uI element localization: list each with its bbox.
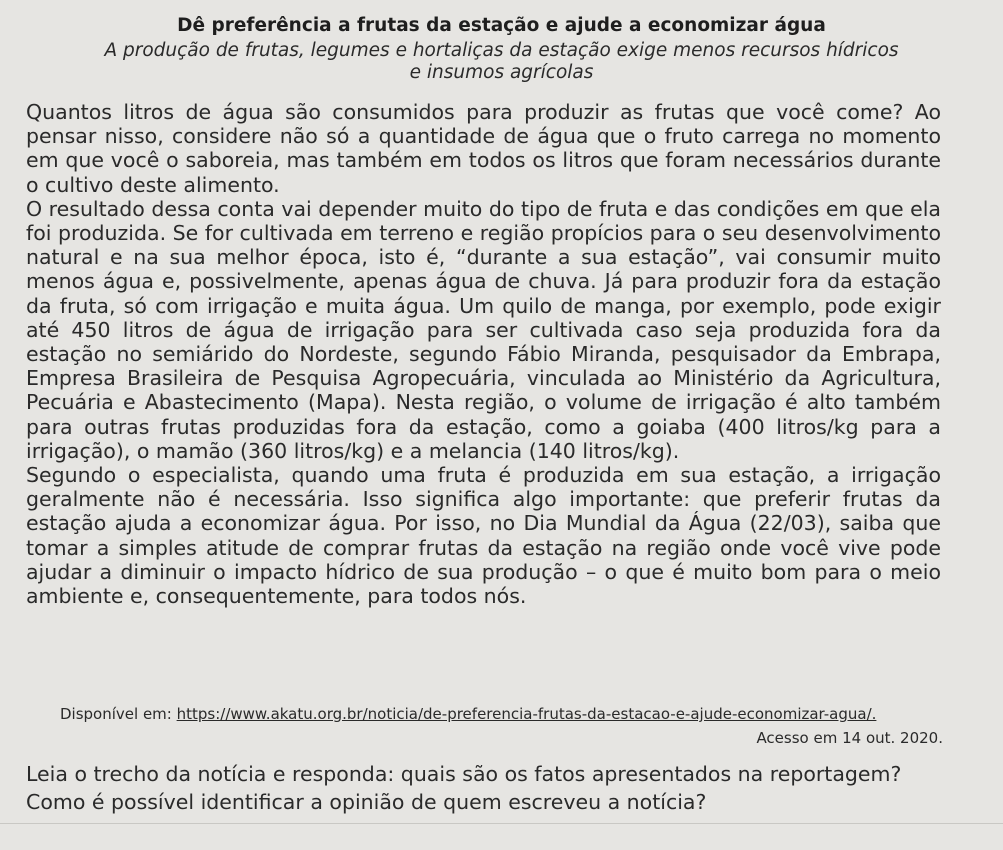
article-subtitle: A produção de frutas, legumes e hortaliças da estação exige menos recursos hídricos e insumos agrícolas <box>104 40 899 83</box>
article-paragraph-2: O resultado dessa conta vai depender muito do tipo de fruta e das condições em que ela foi produzida. Se for cultivada em terreno e região propícios para o seu desenvolvimento natural e na sua melhor época, isto é, “durante a sua estação”, vai consumir muito menos água e, possivelmente, apenas água de chuva. Já para produzir fora da estação da fruta, só com irrigação e muita água. Um quilo de manga, por exemplo, pode exigir até 450 litros de água de irrigação para ser cultivada caso seja produzida fora da estação no semiárido do Nordeste, segundo Fábio Miranda, pesquisador da Embrapa, Empresa Brasileira de Pesquisa Agropecuária, vinculada ao Ministério da Agricultura, Pecuária e Abastecimento (Mapa). Nesta região, o volume de irrigação é alto também para outras frutas produzidas fora da estação, como a goiaba (400 litros/kg para a irrigação), o mamão (360 litros/kg) e a melancia (140 litros/kg). <box>26 196 941 463</box>
article-body <box>26 100 941 608</box>
source-citation <box>60 704 945 724</box>
article-paragraph-1: Quantos litros de água são consumidos para produzir as frutas que você come? Ao pensar nisso, considere não só a quantidade de água que o fruto carrega no momento em que você o saboreia, mas também em todos os litros que foram necessários durante o cultivo deste alimento. <box>26 100 941 197</box>
article-paragraph-3: Segundo o especialista, quando uma fruta é produzida em sua estação, a irrigação geralmente não é necessária. Isso significa algo importante: que preferir frutas da estação ajuda a economizar água. Por isso, no Dia Mundial da Água (22/03), saiba que tomar a simples atitude de comprar frutas da estação na região onde você vive pode ajudar a diminuir o impacto hídrico de sua produção – o que é muito bom para o meio ambiente e, consequentemente, para todos nós. <box>26 463 941 609</box>
source-label: Disponível em: <box>60 705 177 723</box>
access-date: Acesso em 14 out. 2020. <box>756 729 943 747</box>
question-text: Leia o trecho da notícia e responda: quais são os fatos apresentados na reportagem? Como é possível identificar a opinião de quem escreveu a notícia? <box>26 762 902 814</box>
divider-line <box>0 823 1003 824</box>
article-title: Dê preferência a frutas da estação e ajude a economizar água <box>177 15 826 36</box>
source-link[interactable]: https://www.akatu.org.br/noticia/de-preferencia-frutas-da-estacao-e-ajude-economizar-agua/. <box>176 705 877 723</box>
